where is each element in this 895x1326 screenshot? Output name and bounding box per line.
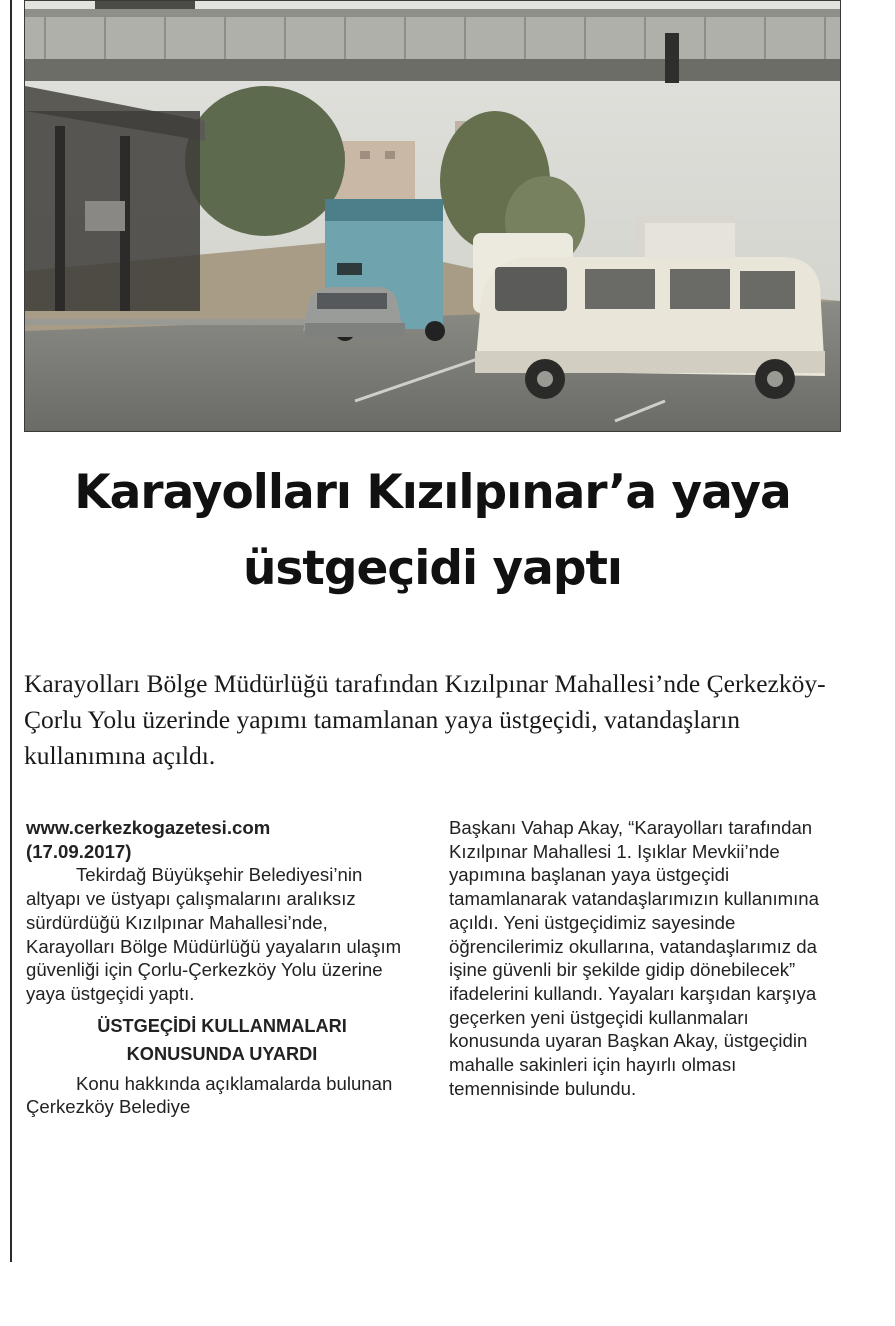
- column-rule: [10, 0, 12, 1262]
- source-date: (17.09.2017): [26, 840, 132, 862]
- headline-line-1: Karayolları Kızılpınar’a yaya: [74, 465, 791, 520]
- lead-paragraph: Karayolları Bölge Müdürlüğü tarafından Kızılpınar Mahallesi’nde Çerkezköy-Çorlu Yolu üzerinde yapımı tamamlanan yaya üstgeçidi, vatandaşların kullanımına açıldı.: [24, 669, 826, 770]
- headline: [24, 455, 841, 607]
- news-photo: [24, 0, 841, 432]
- left-column: [26, 816, 418, 1119]
- overpass-photo-illustration: [25, 1, 841, 432]
- source-url: www.cerkezkogazetesi.com: [26, 817, 271, 838]
- right-column: [449, 816, 841, 1100]
- body-paragraph-3: Başkanı Vahap Akay, “Karayolları tarafından Kızılpınar Mahallesi 1. Işıklar Mevkii’nde yapımına başlanan yaya üstgeçidi tamamlanarak vatandaşlarımızın kullanımına açıldı. Yeni üstgeçidimiz sayesinde öğrencilerimiz okullarına, vatandaşlarımız da işine güvenli bir şekilde gidip dönebilecek” ifadelerini kullandı. Yayaları karşıdan karşıya geçerken yeni üstgeçidi kullanmaları konusunda uyaran Başkan Akay, üstgeçidin mahalle sakinleri için hayırlı olması temennisinde bulundu.: [449, 817, 819, 1099]
- headline-line-2: üstgeçidi yaptı: [242, 541, 623, 596]
- body-paragraph-1: Tekirdağ Büyükşehir Belediyesi’nin altyapı ve üstyapı çalışmalarını aralıksız sürdürdüğü Kızılpınar Mahallesi’nde, Karayolları Bölge Müdürlüğü yayaların ulaşım güvenliği için Çorlu-Çerkezköy Yolu üzerine yaya üstgeçidi yaptı.: [26, 864, 402, 1004]
- subheading-line-1: ÜSTGEÇİDİ KULLANMALARI: [97, 1015, 347, 1036]
- body-paragraph-2: Konu hakkında açıklamalarda bulunan Çerkezköy Belediye: [26, 1072, 393, 1118]
- subheading-line-2: KONUSUNDA UYARDI: [126, 1043, 318, 1064]
